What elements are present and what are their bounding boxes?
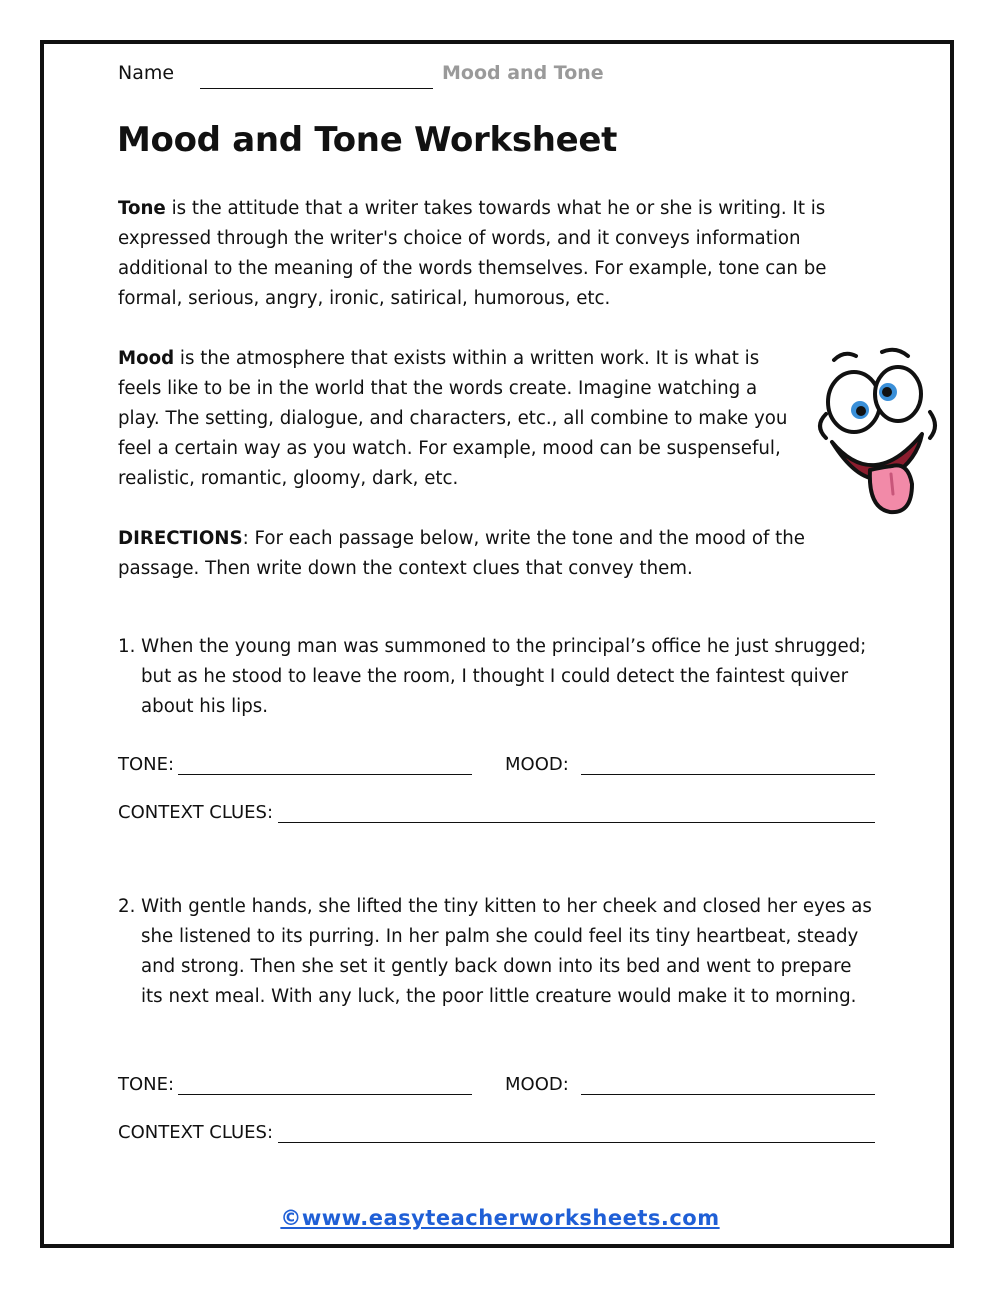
tone-definition xyxy=(118,194,878,314)
tone-term: Tone xyxy=(118,198,166,219)
q2-tone-label: TONE: xyxy=(118,1074,175,1095)
silly-face-illustration xyxy=(812,342,942,522)
q2-mood-answer-line[interactable] xyxy=(581,1094,875,1095)
directions-text: : For each passage below, write the tone and the mood of the passage. Then write down the context clues that convey them. xyxy=(118,528,805,579)
mood-term: Mood xyxy=(118,348,175,369)
q2-context-clues-answer-line[interactable] xyxy=(278,1142,875,1143)
q1-tone-label: TONE: xyxy=(118,754,175,775)
q1-tone-answer-line[interactable] xyxy=(178,774,472,775)
tone-definition-text: is the attitude that a writer takes towards what he or she is writing. It is expressed through the writer's choice of words, and it conveys information additional to the meaning of the words themselves. For example, tone can be formal, serious, angry, ironic, satirical, humorous, etc. xyxy=(118,198,827,309)
directions-label: DIRECTIONS xyxy=(118,528,243,549)
question-1-passage: 1. When the young man was summoned to the principal’s office he just shrugged; but as he stood to leave the room, I thought I could detect the faintest quiver about his lips. xyxy=(118,636,867,717)
q2-context-clues-label: CONTEXT CLUES: xyxy=(118,1122,274,1143)
q1-mood-label: MOOD: xyxy=(505,754,569,775)
q2-mood-label: MOOD: xyxy=(505,1074,569,1095)
q2-tone-answer-line[interactable] xyxy=(178,1094,472,1095)
name-label: Name xyxy=(118,62,175,84)
footer-website-link[interactable]: ©www.easyteacherworksheets.com xyxy=(280,1206,720,1230)
q1-mood-answer-line[interactable] xyxy=(581,774,875,775)
header-worksheet-tag: Mood and Tone xyxy=(442,62,604,84)
mood-definition-text: is the atmosphere that exists within a written work. It is what is feels like to be in the world that the words create. Imagine watching a play. The setting, dialogue, and characters, etc., all combine to make you feel a certain way as you watch. For example, mood can be suspenseful, realistic, romantic, gloomy, dark, etc. xyxy=(118,348,788,489)
mood-definition xyxy=(118,344,798,494)
directions xyxy=(118,524,858,584)
q1-context-clues-label: CONTEXT CLUES: xyxy=(118,802,274,823)
name-input-line[interactable] xyxy=(200,88,433,89)
q1-context-clues-answer-line[interactable] xyxy=(278,822,875,823)
page-title: Mood and Tone Worksheet xyxy=(117,120,618,160)
question-2-passage: 2. With gentle hands, she lifted the tiny kitten to her cheek and closed her eyes as she listened to its purring. In her palm she could feel its tiny heartbeat, steady and strong. Then she set it gently back down into its bed and went to prepare its next meal. With any luck, the poor little creature would make it to morning. xyxy=(118,896,872,1007)
